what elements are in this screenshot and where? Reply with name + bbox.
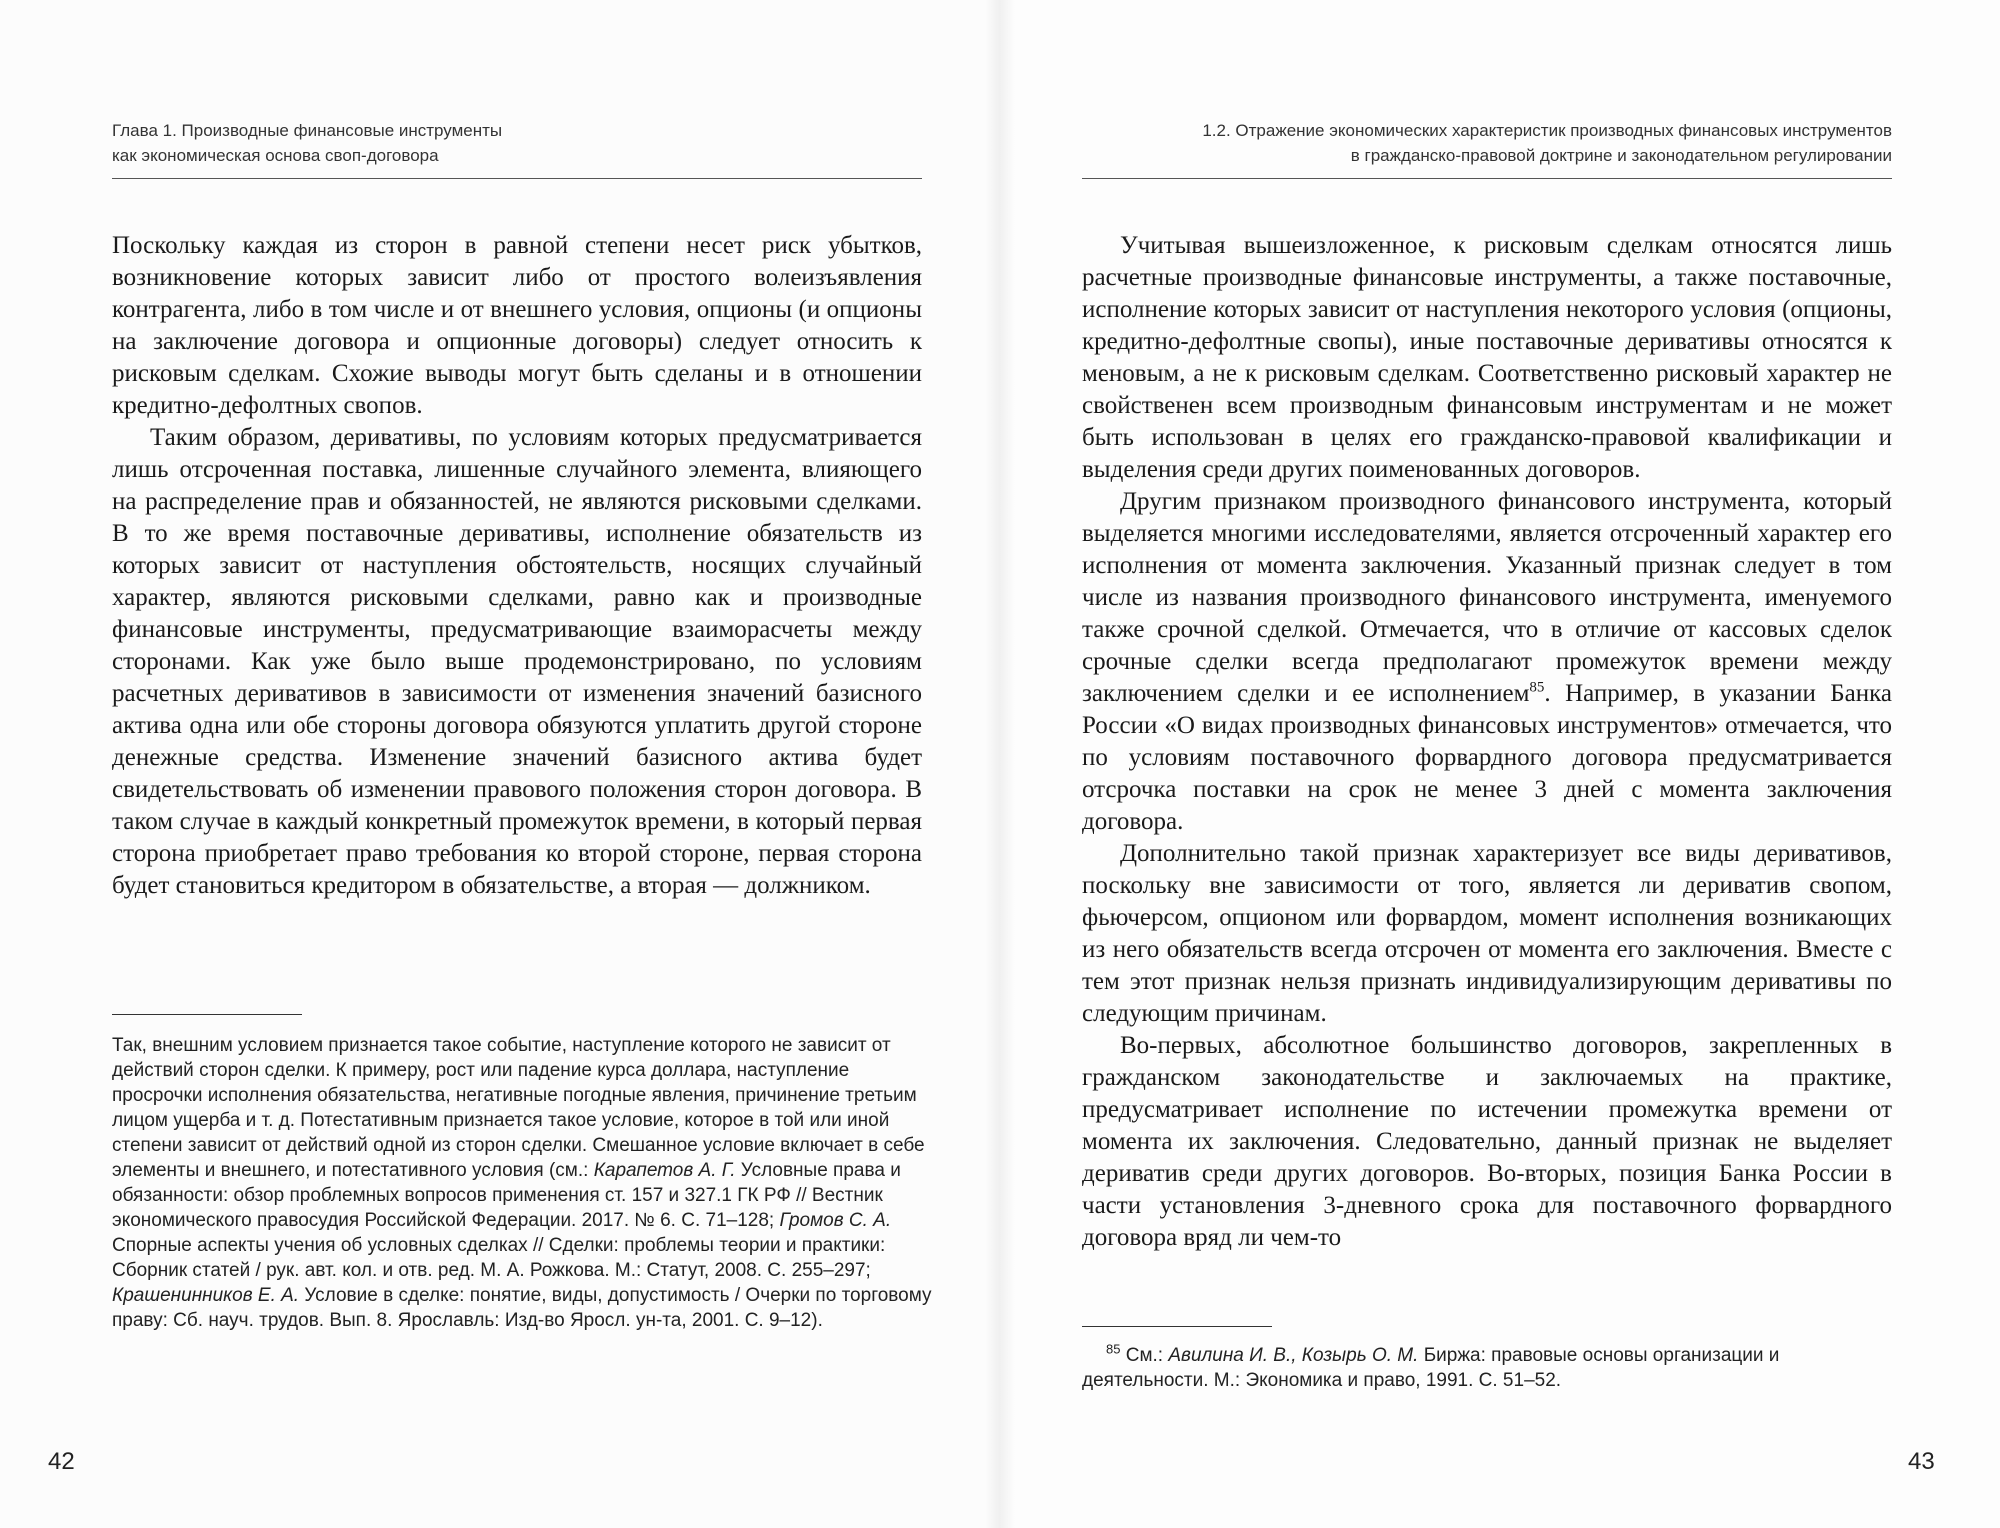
- footnote-text: [112, 1033, 932, 1333]
- footnote-segment: Условные права и обязанности: обзор проблемных вопросов применения ст. 157 и 327.1 ГК РФ // Вестник экономического правосудия Российской Федерации. 2017. № 6. С. 71–128;: [112, 1160, 901, 1231]
- paragraph: [1082, 486, 1892, 838]
- page-number-left: 42: [48, 1448, 75, 1475]
- footnote-author: Громов С. А.: [779, 1210, 892, 1231]
- footnote-segment: Спорные аспекты учения об условных сделках // Сделки: проблемы теории и практики: Сборник статей / рук. авт. кол. и отв. ред. М. А. Рожкова. М.: Статут, 2008. С. 255–297;: [112, 1235, 886, 1281]
- footnote-text: [1082, 1343, 1902, 1393]
- header-divider: [112, 178, 922, 179]
- page-number-right: 43: [1908, 1448, 1935, 1475]
- footnote-segment: Условие в сделке: понятие, виды, допустимость / Очерки по торговому праву: Сб. науч. трудов. Вып. 8. Ярославль: Изд-во Яросл. ун-та, 2001. С. 9–12).: [112, 1285, 932, 1331]
- footnote-author: Крашенинников Е. А.: [112, 1285, 300, 1306]
- running-header-right: [1082, 118, 1892, 168]
- header-line-1: 1.2. Отражение экономических характеристик производных финансовых инструментов: [1202, 121, 1892, 140]
- right-page: [1000, 0, 2000, 1528]
- footnote-segment: Так, внешним условием признается такое событие, наступление которого не зависит от действий сторон сделки. К примеру, рост или падение курса доллара, наступление просрочки исполнения обязательства, негативные погодные явления, причинение третьим лицом ущерба и т. д. Потестативным признается такое условие, которое в той или иной степени зависит от действий одной из сторон сделки. Смешанное условие включает в себе элементы и внешнего, и потестативного условия (см.:: [112, 1035, 925, 1181]
- footnote-segment: Биржа: правовые основы организации и деятельности. М.: Экономика и право, 1991. С. 51–52.: [1082, 1345, 1780, 1391]
- footnote-divider: [1082, 1326, 1272, 1327]
- paragraph: Дополнительно такой признак характеризует все виды деривативов, поскольку вне зависимости от того, является ли дериватив свопом, фьючерсом, опционом или форвардом, момент исполнения возникающих из него обязательств всегда отсрочен от момента его заключения. Вместе с тем этот признак нельзя признать индивидуализирующим деривативы по следующим причинам.: [1082, 840, 1892, 1027]
- footnote-reference: 85: [1529, 679, 1545, 696]
- footnote-divider: [112, 1014, 302, 1015]
- footnote-segment: См.:: [1120, 1345, 1169, 1366]
- header-divider: [1082, 178, 1892, 179]
- paragraph: Таким образом, деривативы, по условиям которых предусматривается лишь отсроченная поставка, лишенные случайного элемента, влияющего на распределение прав и обязанностей, не являются рисковыми сделками. В то же время поставочные деривативы, исполнение обязательств из которых зависит от наступления обстоятельств, носящих случайный характер, являются рисковыми сделками, равно как и производные финансовые инструменты, предусматривающие взаиморасчеты между сторонами. Как уже было выше продемонстрировано, по условиям расчетных деривативов в зависимости от изменения значений базисного актива одна или обе стороны договора обязуются уплатить другой стороне денежные средства. Изменение значений базисного актива будет свидетельствовать об изменении правового положения сторон договора. В таком случае в каждый конкретный промежуток времени, в который первая сторона приобретает право требования ко второй стороне, первая сторона будет становиться кредитором в обязательстве, а вторая — должником.: [112, 424, 922, 899]
- book-spine-shadow: [985, 0, 1015, 1528]
- footnote-right: [1082, 1343, 1902, 1393]
- paragraph-segment: . Например, в указании Банка России «О видах производных финансовых инструментов» отмечается, что по условиям поставочного форвардного договора предусматривается отсрочка поставки на срок не менее 3 дней с момента заключения договора.: [1082, 680, 1893, 835]
- paragraph: Поскольку каждая из сторон в равной степени несет риск убытков, возникновение которых зависит либо от простого волеизъявления контрагента, либо в том числе и от внешнего условия, опционы (и опционы на заключение договора и опционные договоры) следует относить к рисковым сделкам. Схожие выводы могут быть сделаны и в отношении кредитно-дефолтных свопов.: [112, 232, 922, 419]
- paragraph-segment: Другим признаком производного финансового инструмента, который выделяется многими исследователями, является отсроченный характер его исполнения от момента заключения. Указанный признак следует в том числе из названия производного финансового инструмента, именуемого также срочной сделкой. Отмечается, что в отличие от кассовых сделок срочные сделки всегда предполагают промежуток времени между заключением сделки и ее исполнением: [1082, 488, 1892, 707]
- body-text-left: [112, 230, 922, 902]
- header-line-2: как экономическая основа своп-договора: [112, 146, 439, 165]
- paragraph: Во-первых, абсолютное большинство договоров, закрепленных в гражданском законодательстве и заключаемых на практике, предусматривает исполнение по истечении промежутка времени от момента их заключения. Следовательно, данный признак не выделяет дериватив среди других договоров. Во-вторых, позиция Банка России в части установления 3-дневного срока для поставочного форвардного договора вряд ли чем-то: [1082, 1032, 1892, 1251]
- footnote-number: 85: [1106, 1341, 1121, 1357]
- header-line-1: Глава 1. Производные финансовые инструменты: [112, 121, 503, 140]
- header-line-2: в гражданско-правовой доктрине и законодательном регулировании: [1350, 146, 1892, 165]
- paragraph: Учитывая вышеизложенное, к рисковым сделкам относятся лишь расчетные производные финансовые инструменты, а также поставочные, исполнение которых зависит от наступления некоторого условия (опционы, кредитно-дефолтные свопы), иные поставочные деривативы относятся к меновым, а не к рисковым сделкам. Соответственно рисковый характер не свойственен всем производным финансовым инструментам и не может быть использован в целях его гражданско-правовой квалификации и выделения среди других поименованных договоров.: [1082, 232, 1892, 483]
- body-text-right: [1082, 230, 1892, 1254]
- running-header-left: [112, 118, 922, 168]
- footnote-left: [112, 1033, 932, 1333]
- footnote-author: Карапетов А. Г.: [593, 1160, 736, 1181]
- footnote-author: Авилина И. В., Козырь О. М.: [1168, 1345, 1419, 1366]
